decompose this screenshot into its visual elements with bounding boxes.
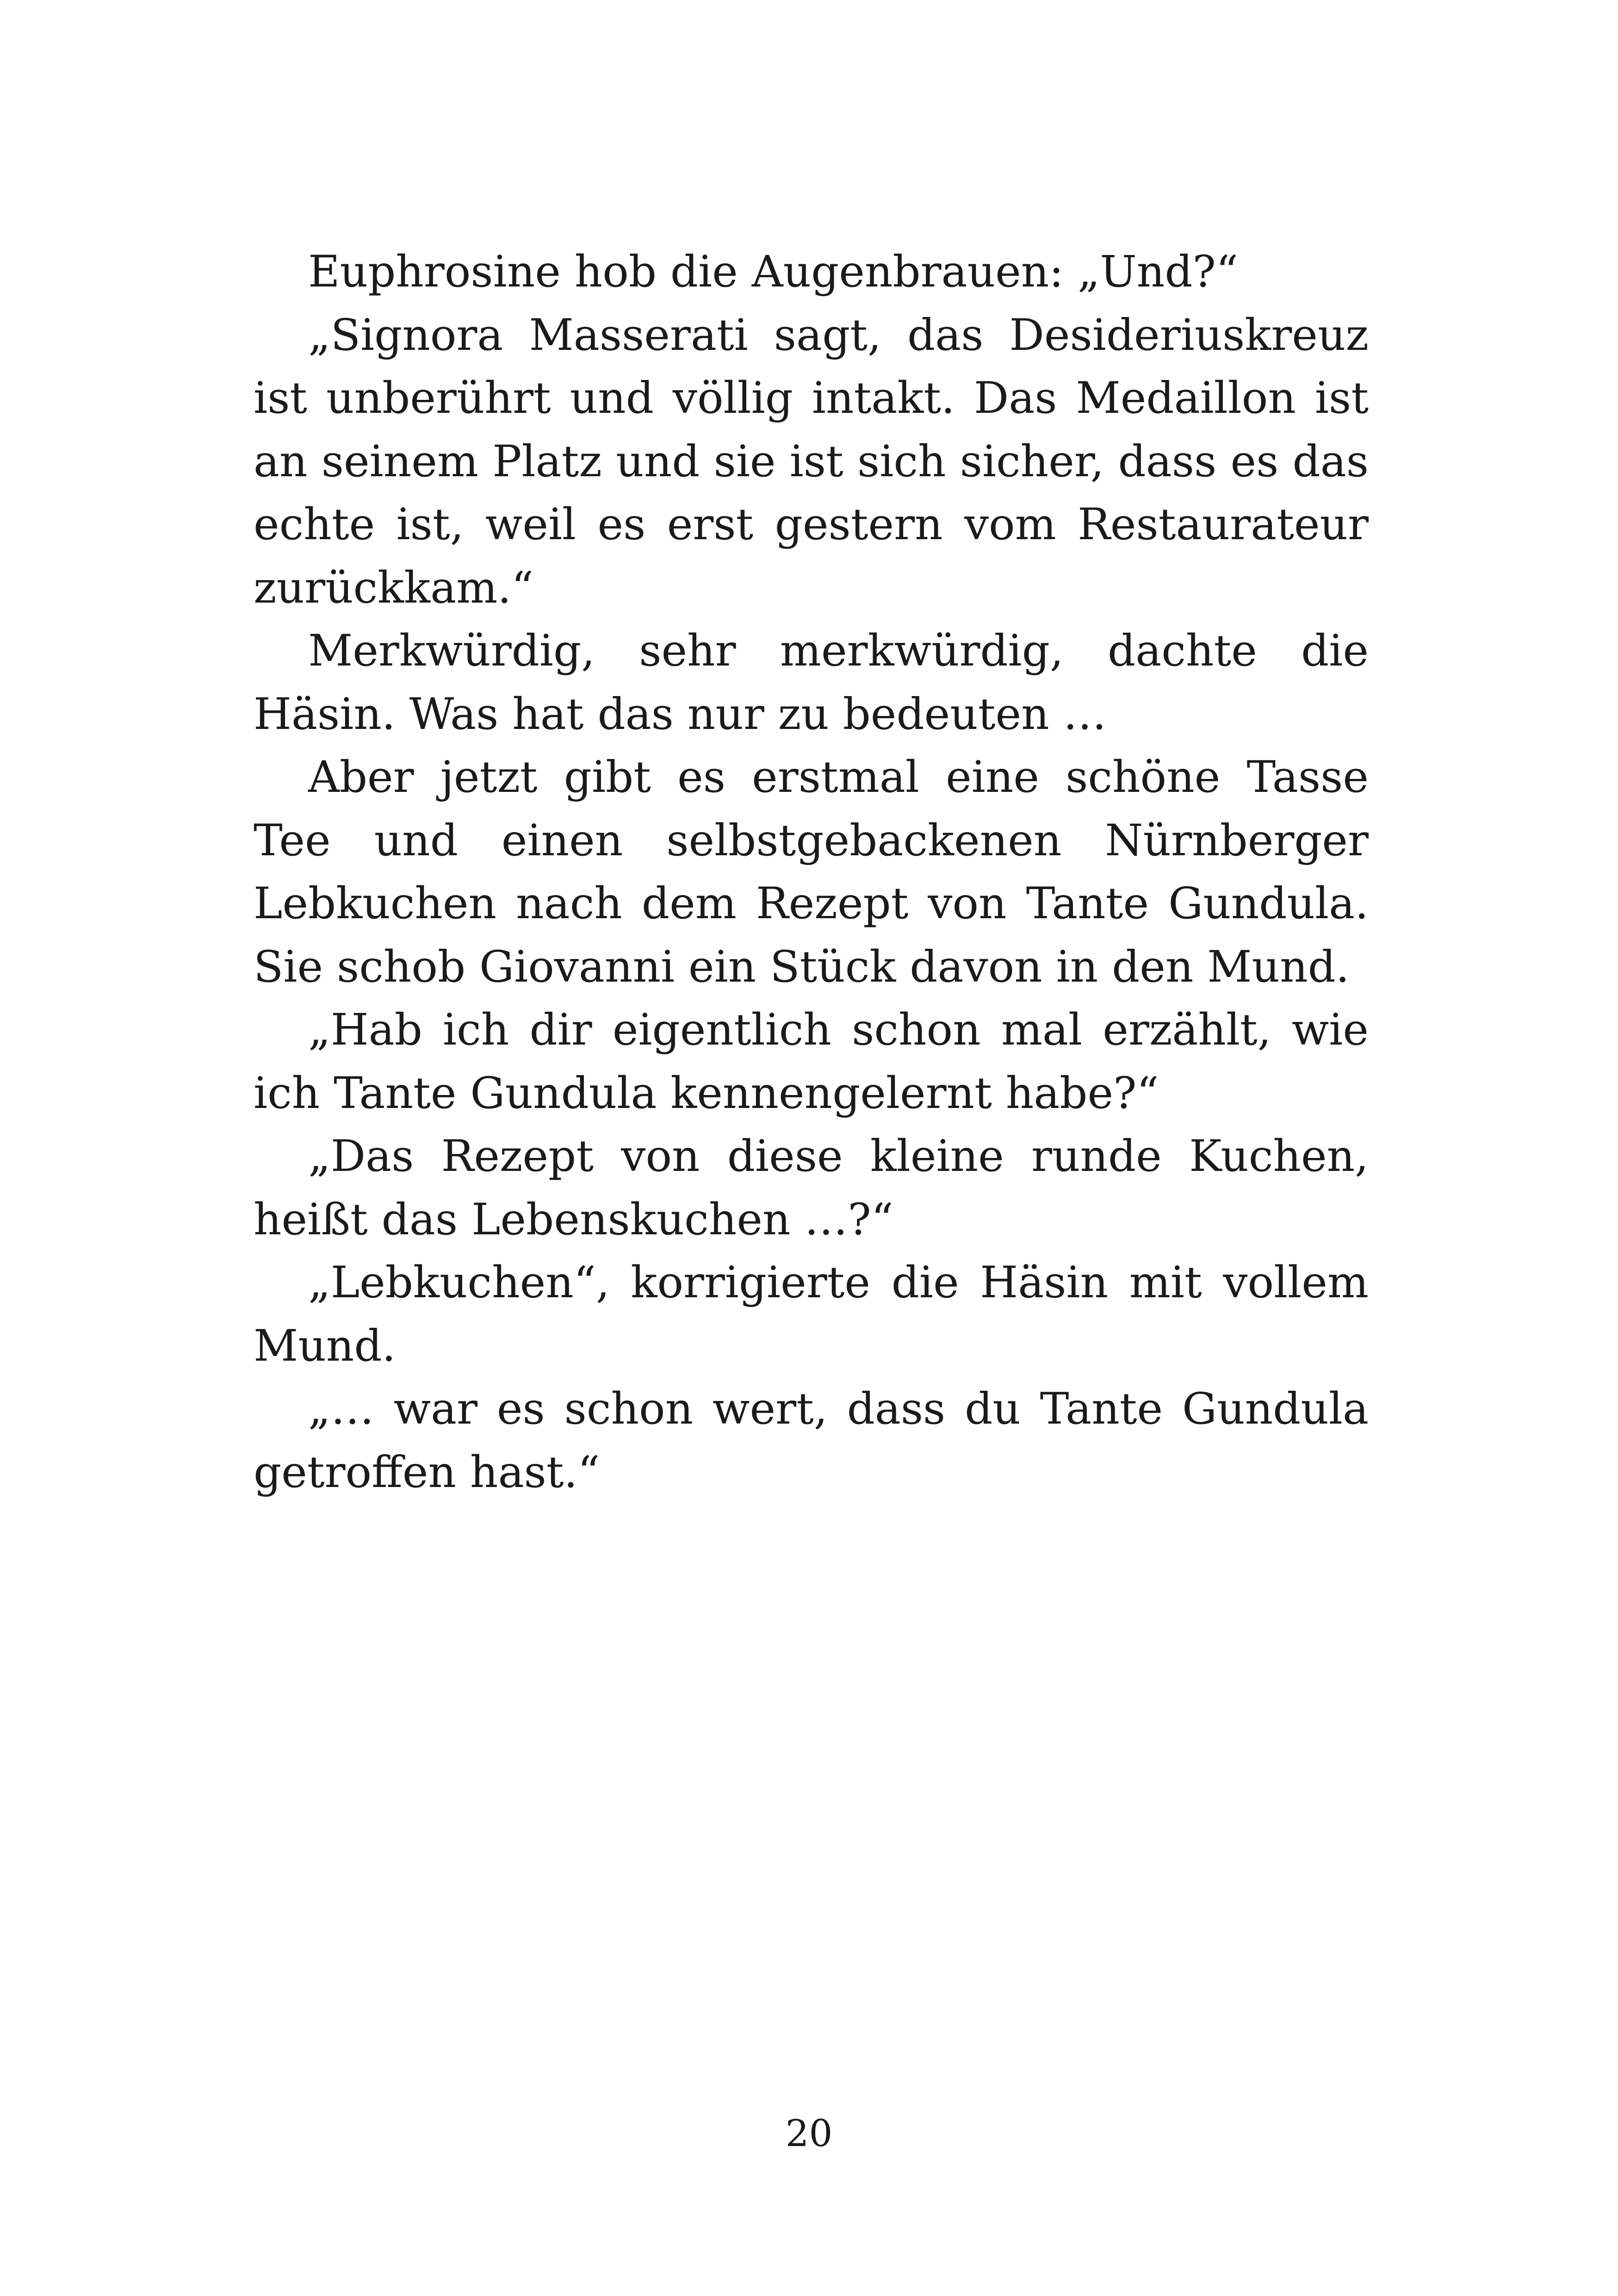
- body-text: [254, 241, 1369, 1504]
- paragraph-5: „Hab ich dir eigentlich schon mal erzählt, wie ich Tante Gundula kennengelernt habe?“: [254, 1005, 1369, 1119]
- paragraph-1: Euphrosine hob die Augenbrauen: „Und?“: [308, 247, 1238, 297]
- paragraph-7: „Lebkuchen“, korrigierte die Häsin mit vollem Mund.: [254, 1257, 1369, 1371]
- paragraph-8: „… war es schon wert, dass du Tante Gundula getroffen hast.“: [254, 1384, 1369, 1498]
- paragraph-6: „Das Rezept von diese kleine runde Kuchen, heißt das Lebenskuchen …?“: [254, 1131, 1369, 1245]
- paragraph-4: Aber jetzt gibt es erstmal eine schöne Tasse Tee und einen selbstgebackenen Nürnberger Lebkuchen nach dem Rezept von Tante Gundula. Sie schob Giovanni ein Stück davon in den Mund.: [254, 752, 1369, 992]
- paragraph-3: Merkwürdig, sehr merkwürdig, dachte die Häsin. Was hat das nur zu bedeuten …: [254, 626, 1369, 740]
- paragraph-2: „Signora Masserati sagt, das Desideriuskreuz ist unberührt und völlig intakt. Das Medaillon ist an seinem Platz und sie ist sich sicher, dass es das echte ist, weil es erst gestern vom Restaurateur zurückkam.“: [254, 310, 1369, 613]
- page-number: 20: [785, 2112, 833, 2155]
